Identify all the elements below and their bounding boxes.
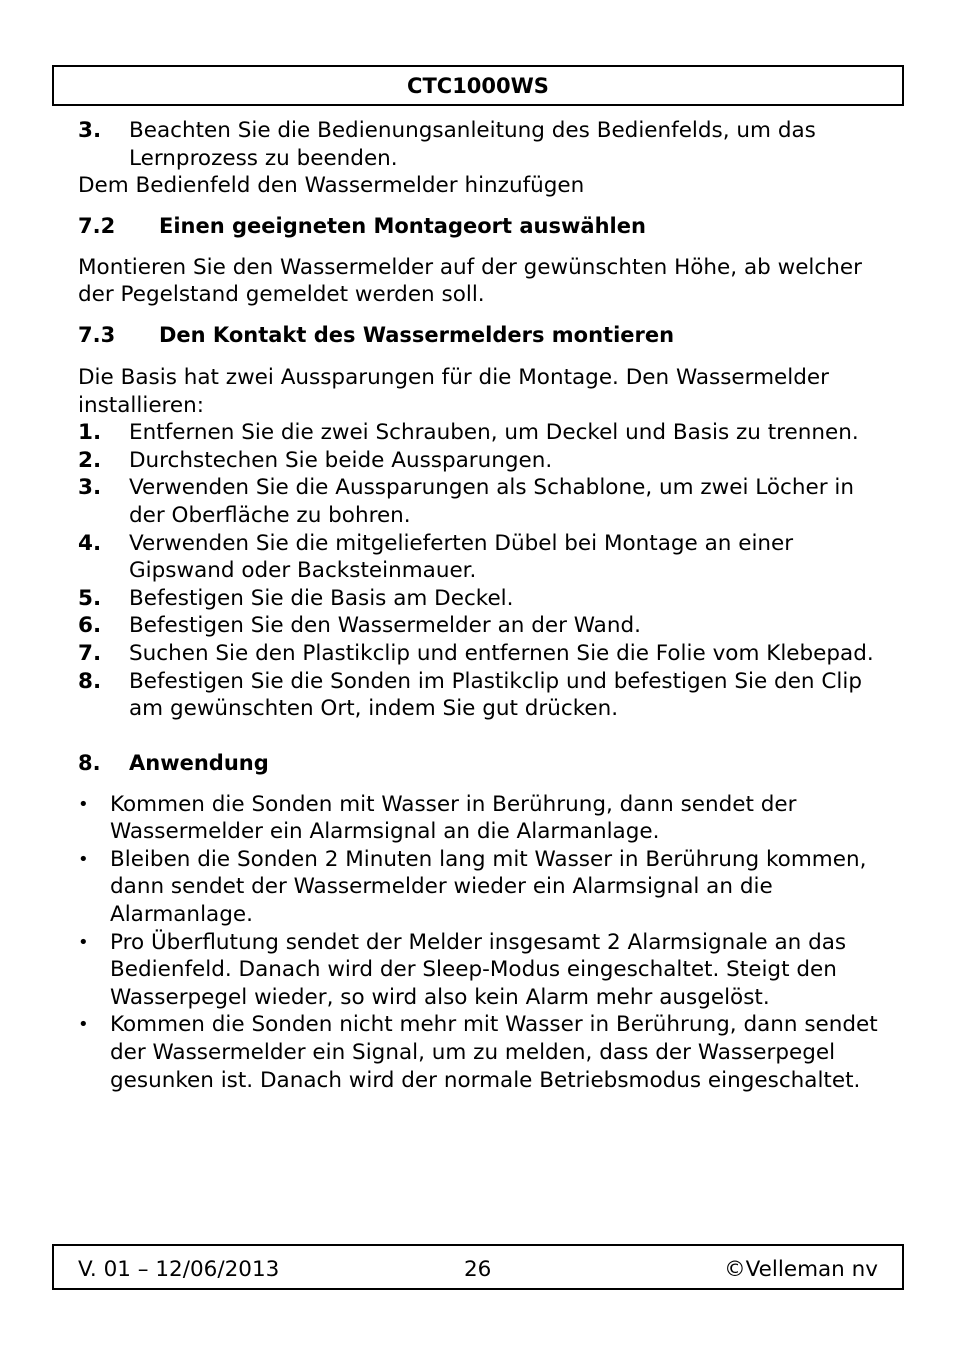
- step-text: Durchstechen Sie beide Aussparungen.: [129, 447, 553, 473]
- section-title: Anwendung: [129, 750, 269, 775]
- list-item: [78, 474, 888, 529]
- step-text: Suchen Sie den Plastikclip und entfernen Sie die Folie vom Klebepad.: [129, 640, 874, 666]
- step-number: 6.: [78, 613, 102, 639]
- usage-bullet-list: [78, 791, 888, 1095]
- list-item: [78, 929, 888, 1012]
- section-title: Einen geeigneten Montageort auswählen: [159, 213, 646, 238]
- step-text: Befestigen Sie die Sonden im Plastikclip und befestigen Sie den Clip am gewünschten Ort, indem Sie gut drücken.: [129, 668, 862, 722]
- page-number: 26: [464, 1257, 492, 1282]
- section-number: 8.: [78, 750, 101, 775]
- bullet-text: Kommen die Sonden nicht mehr mit Wasser in Berührung, dann sendet der Wassermelder ein Signal, um zu melden, dass der Wasserpegel gesunken ist. Danach wird der normale Betriebsmodus eingeschaltet.: [110, 1012, 878, 1093]
- step-number: 8.: [78, 668, 102, 694]
- step-text: Verwenden Sie die Aussparungen als Schablone, um zwei Löcher in der Oberfläche zu bohren.: [129, 475, 854, 528]
- intro-step-3: [78, 117, 888, 172]
- list-item: [78, 612, 888, 640]
- bullet-icon: •: [78, 848, 89, 870]
- step-text: Verwenden Sie die mitgelieferten Dübel bei Montage an einer Gipswand oder Backsteinmauer.: [129, 530, 794, 584]
- section-number: 7.2: [78, 213, 116, 238]
- bullet-icon: •: [78, 793, 89, 815]
- list-item: [78, 640, 888, 668]
- list-item: [78, 419, 888, 447]
- list-item: [78, 668, 888, 723]
- step-text: Entfernen Sie die zwei Schrauben, um Deckel und Basis zu trennen.: [129, 420, 859, 446]
- section-7-2-heading: [78, 213, 888, 240]
- step-number: 7.: [78, 640, 102, 666]
- step-text: Befestigen Sie die Basis am Deckel.: [129, 585, 514, 611]
- list-item: [78, 447, 888, 475]
- version-date: V. 01 – 12/06/2013: [78, 1257, 280, 1282]
- page-footer: [52, 1244, 904, 1290]
- section-7-3-body: Die Basis hat zwei Aussparungen für die Montage. Den Wassermelder installieren:: [78, 364, 829, 418]
- step-number: 4.: [78, 530, 102, 556]
- list-item: [78, 585, 888, 613]
- mounting-steps-list: [78, 419, 888, 723]
- step-number: 3.: [78, 118, 102, 143]
- page-content: [78, 117, 888, 1094]
- section-number: 7.3: [78, 322, 116, 347]
- step-text: Befestigen Sie den Wassermelder an der Wand.: [129, 613, 641, 639]
- list-item: [78, 1011, 888, 1094]
- list-item: [78, 846, 888, 929]
- step-number: 1.: [78, 420, 102, 446]
- bullet-text: Pro Überflutung sendet der Melder insgesamt 2 Alarmsignale an das Bedienfeld. Danach wird der Sleep-Modus eingeschaltet. Steigt den Wasserpegel wieder, so wird also kein Alarm mehr ausgelöst.: [110, 929, 847, 1010]
- section-7-3-heading: [78, 322, 888, 349]
- step-text: Beachten Sie die Bedienungsanleitung des Bedienfelds, um das Lernprozess zu beenden.: [129, 118, 816, 171]
- list-item: [78, 791, 888, 846]
- bullet-text: Bleiben die Sonden 2 Minuten lang mit Wasser in Berührung kommen, dann sendet der Wassermelder wieder ein Alarmsignal an die Alarmanlage.: [110, 846, 867, 928]
- step-number: 5.: [78, 585, 102, 611]
- copyright: ©Velleman nv: [724, 1257, 878, 1282]
- section-7-2-body: Montieren Sie den Wassermelder auf der gewünschten Höhe, ab welcher der Pegelstand gemeldet werden soll.: [78, 254, 862, 308]
- list-item: [78, 530, 888, 585]
- bullet-icon: •: [78, 1014, 89, 1036]
- bullet-icon: •: [78, 931, 89, 953]
- bullet-text: Kommen die Sonden mit Wasser in Berührung, dann sendet der Wassermelder ein Alarmsignal an die Alarmanlage.: [110, 791, 797, 845]
- step-number: 2.: [78, 447, 102, 473]
- step-number: 3.: [78, 475, 102, 501]
- section-title: Den Kontakt des Wassermelders montieren: [159, 322, 675, 347]
- page-header: [52, 65, 904, 106]
- add-detector-line: Dem Bedienfeld den Wassermelder hinzufügen: [78, 173, 585, 199]
- model-title: CTC1000WS: [407, 74, 549, 98]
- section-8-heading: [78, 750, 888, 777]
